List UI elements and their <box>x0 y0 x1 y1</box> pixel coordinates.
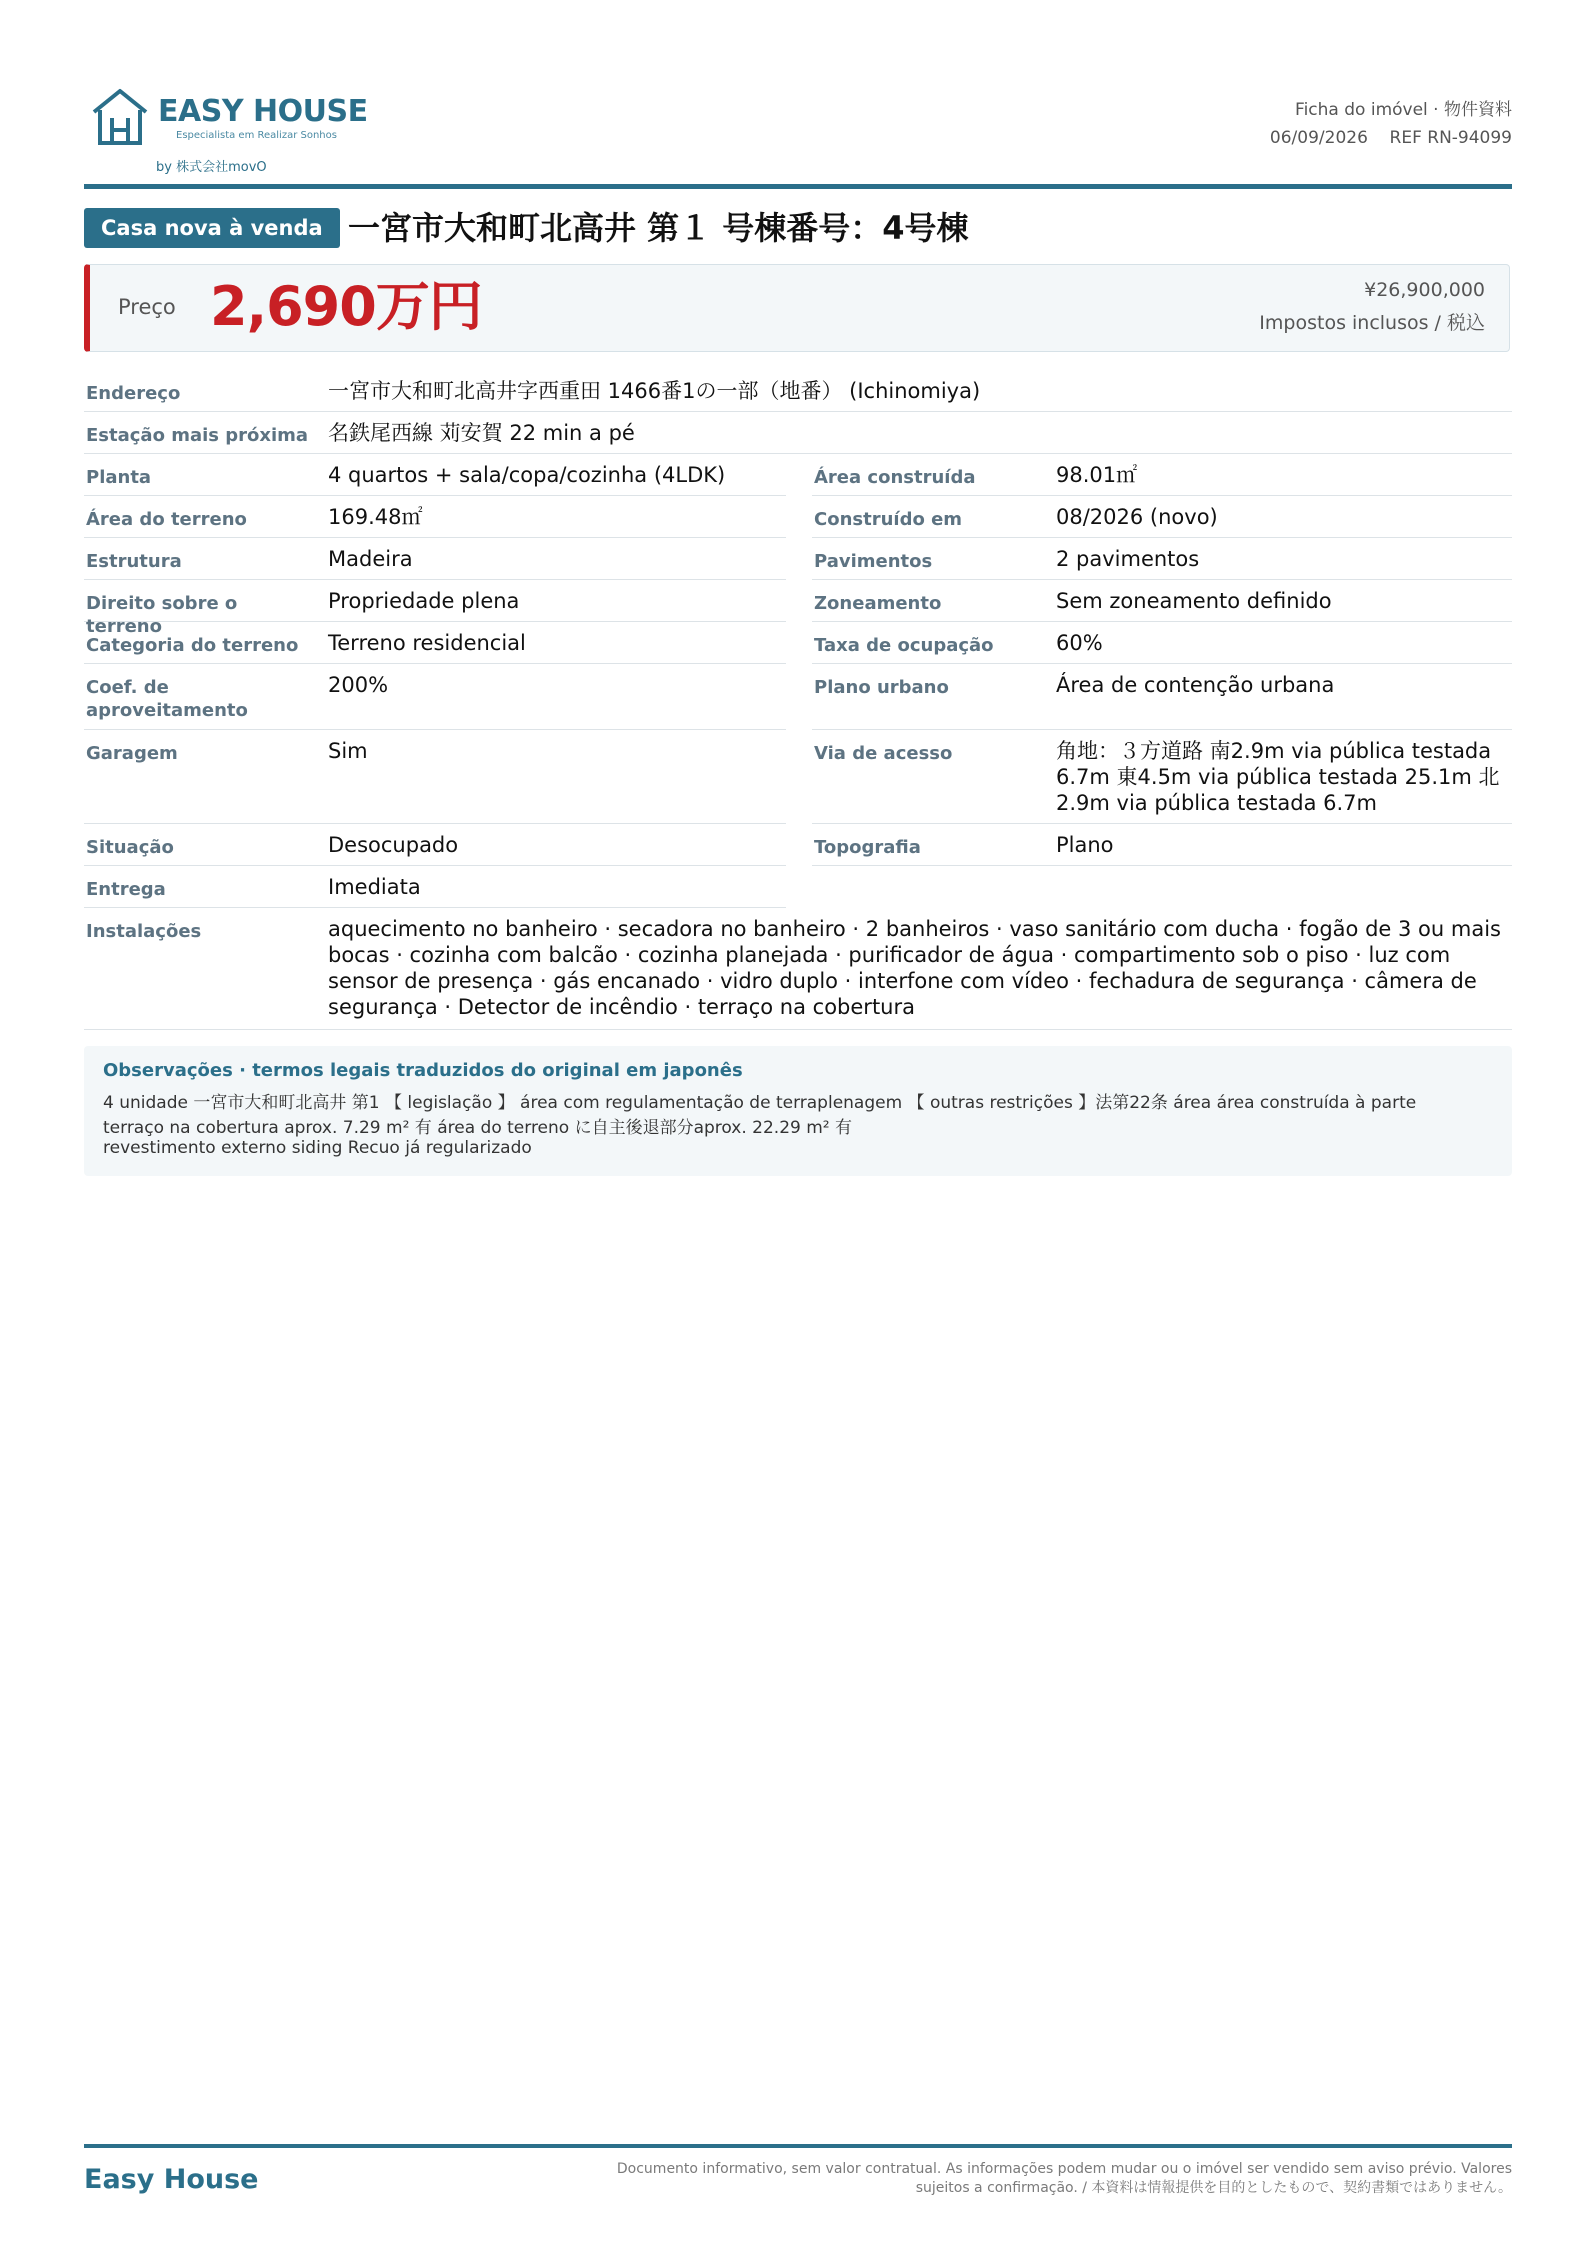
logo <box>90 82 430 182</box>
spec-value: Sim <box>328 739 368 763</box>
spec-label: Zoneamento <box>814 593 942 614</box>
spec-row-land-right <box>84 580 786 637</box>
spec-value: 98.01㎡ <box>1056 463 1138 487</box>
price-label: Preço <box>118 295 176 319</box>
spec-row-layout <box>84 454 786 496</box>
logo-tagline: Especialista em Realizar Sonhos <box>176 130 337 141</box>
notes-box <box>84 1046 1512 1176</box>
spec-label: Coef. de aproveitamento <box>86 677 248 721</box>
spec-row-land-category <box>84 622 786 664</box>
footer-brand: Easy House <box>84 2164 259 2195</box>
spec-row-built-area <box>812 454 1512 496</box>
price-yen: ¥26,900,000 <box>1364 279 1485 301</box>
spec-value: Área de contenção urbana <box>1056 673 1335 697</box>
spec-label: Estação mais próxima <box>86 425 309 446</box>
spec-value: Sem zoneamento definido <box>1056 589 1332 613</box>
spec-row-facilities <box>84 908 1512 1030</box>
spec-value: 角地：３方道路 南2.9m via pública testada 6.7m 東4.5m via pública testada 25.1m 北2.9m via pública testada 6.7m <box>1056 739 1500 815</box>
price-tax-note: Impostos inclusos / 税込 <box>1259 312 1485 334</box>
spec-row-delivery <box>84 866 786 908</box>
spec-row-status <box>84 824 786 866</box>
spec-label: Área construída <box>814 467 976 488</box>
spec-label: Pavimentos <box>814 551 933 572</box>
notes-title: Observações · termos legais traduzidos do original em japonês <box>103 1060 743 1081</box>
spec-label: Área do terreno <box>86 509 247 530</box>
spec-row-urban-plan <box>812 664 1512 730</box>
spec-value: 08/2026 (novo) <box>1056 505 1218 529</box>
spec-row-zoning <box>812 580 1512 622</box>
spec-row-address <box>84 370 1512 412</box>
spec-value: Imediata <box>328 875 421 899</box>
logo-company: by 株式会社movO <box>156 160 267 175</box>
spec-row-coverage <box>812 622 1512 664</box>
spec-label: Entrega <box>86 879 166 900</box>
spec-value: Desocupado <box>328 833 459 857</box>
date-reference: 06/09/2026 REF RN-94099 <box>1269 128 1512 148</box>
spec-label: Topografia <box>814 837 921 858</box>
spec-label: Plano urbano <box>814 677 949 698</box>
spec-label: Planta <box>86 467 152 488</box>
spec-label: Via de acesso <box>814 743 953 764</box>
logo-name: EASY HOUSE <box>158 94 368 129</box>
property-sheet <box>84 0 1512 2246</box>
listing-type-badge: Casa nova à venda <box>84 208 340 248</box>
spec-label: Estrutura <box>86 551 182 572</box>
footer-disclaimer: Documento informativo, sem valor contratual. As informações podem mudar ou o imóvel ser vendido sem aviso prévio. Valores sujeitos a confirmação. / 本資料は情報提供を目的としたもので、契約書類ではありません。 <box>616 2161 1512 2196</box>
spec-value: 名鉄尾西線 苅安賀 22 min a pé <box>328 421 635 445</box>
spec-value: Madeira <box>328 547 413 571</box>
title-row <box>84 206 1512 250</box>
footer-divider <box>84 2144 1512 2148</box>
spec-label: Garagem <box>86 743 178 764</box>
spec-row-land-area <box>84 496 786 538</box>
spec-row-floors <box>812 538 1512 580</box>
notes-line: 4 unidade 一宮市大和町北高井 第1 【 legislação 】 área com regulamentação de terraplenagem 【 outras restrições 】法第22条 área área construída à parte <box>103 1093 1417 1113</box>
spec-row-access <box>812 730 1512 824</box>
price-value: 2,690万円 <box>210 275 482 338</box>
spec-row-built-in <box>812 496 1512 538</box>
spec-label: Categoria do terreno <box>86 635 299 656</box>
spec-label: Construído em <box>814 509 963 530</box>
spec-value: 60% <box>1056 631 1103 655</box>
document-type: Ficha do imóvel · 物件資料 <box>1295 100 1512 120</box>
spec-row-structure <box>84 538 786 580</box>
spec-value: Plano <box>1056 833 1114 857</box>
spec-value: Propriedade plena <box>328 589 520 613</box>
spec-value: 一宮市大和町北高井字西重田 1466番1の一部（地番） (Ichinomiya) <box>328 379 981 403</box>
spec-value: 169.48㎡ <box>328 505 423 529</box>
header-divider <box>84 184 1512 189</box>
price-box <box>84 264 1510 352</box>
spec-label: Instalações <box>86 921 202 942</box>
notes-line: revestimento externo siding Recuo já regularizado <box>103 1138 532 1158</box>
house-icon <box>90 86 150 146</box>
spec-label: Situação <box>86 837 174 858</box>
spec-value: 200% <box>328 673 389 697</box>
spec-value: 2 pavimentos <box>1056 547 1200 571</box>
spec-row-garage <box>84 730 786 824</box>
spec-label: Direito sobre o terreno <box>86 593 238 637</box>
spec-row-far <box>84 664 786 730</box>
notes-line: terraço na cobertura aprox. 7.29 m² 有 área do terreno に自主後退部分aprox. 22.29 m² 有 <box>103 1118 853 1138</box>
spec-value: Terreno residencial <box>328 631 526 655</box>
header <box>84 76 1512 182</box>
spec-value: 4 quartos + sala/copa/cozinha (4LDK) <box>328 463 726 487</box>
spec-label: Endereço <box>86 383 181 404</box>
property-title: 一宮市大和町北高井 第１ 号棟番号：4号棟 <box>348 209 969 247</box>
spec-row-topography <box>812 824 1512 866</box>
spec-row-station <box>84 412 1512 454</box>
spec-value: aquecimento no banheiro · secadora no banheiro · 2 banheiros · vaso sanitário com ducha · fogão de 3 ou mais bocas · cozinha com balcão · cozinha planejada · purificador de água · compartimento sob o piso · luz com sensor de presença · gás encanado · vidro duplo · interfone com vídeo · fechadura de segurança · câmera de segurança · Detector de incêndio · terraço na cobertura <box>328 917 1501 1019</box>
document-meta <box>1270 96 1512 152</box>
spec-label: Taxa de ocupação <box>814 635 994 656</box>
